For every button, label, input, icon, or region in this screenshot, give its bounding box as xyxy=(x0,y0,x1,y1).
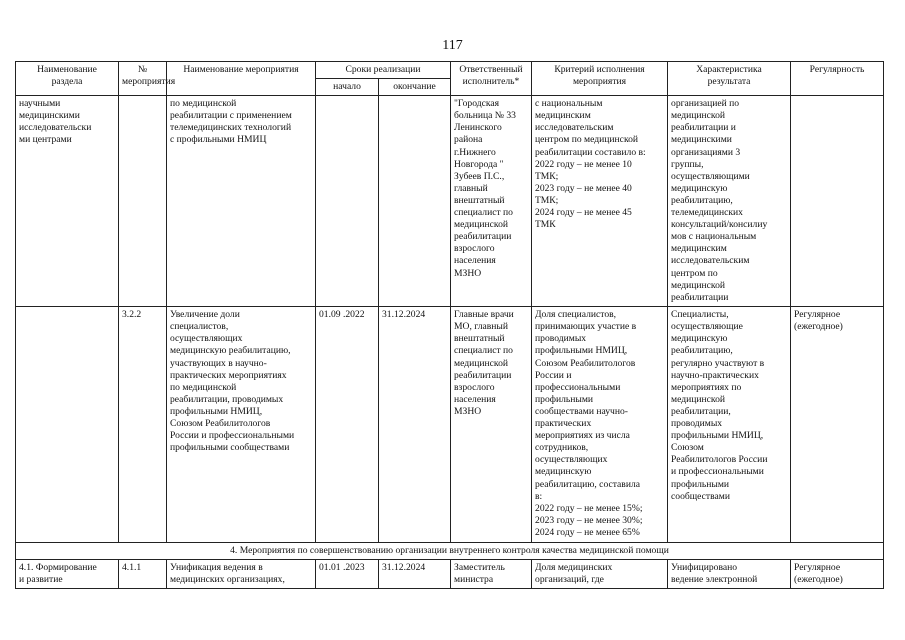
cell-event: Унификация ведения в медицинских организациях, xyxy=(167,560,316,589)
section-title-row xyxy=(16,543,884,560)
cell-section: научными медицинскими исследовательски ми центрами xyxy=(16,96,119,307)
activities-table xyxy=(15,61,884,589)
header-end: окончание xyxy=(379,79,451,96)
cell-number: 3.2.2 xyxy=(119,307,167,543)
cell-number: 4.1.1 xyxy=(119,560,167,589)
cell-regularity: Регулярное (ежегодное) xyxy=(791,560,884,589)
table-row xyxy=(16,307,884,543)
cell-result: организацией по медицинской реабилитации и медицинскими организациями 3 группы, осуществляющими медицинскую реабилитацию, телемедицинских консультаций/консилиу мов с национальным медицинским исследовательским центром по медицинской реабилитации xyxy=(668,96,791,307)
header-row xyxy=(16,62,884,79)
cell-end: 31.12.2024 xyxy=(379,560,451,589)
header-section-name: Наименование раздела xyxy=(16,62,119,96)
header-event-name: Наименование мероприятия xyxy=(167,62,316,96)
cell-responsible: Заместитель министра xyxy=(451,560,532,589)
header-number: № мероприятия xyxy=(119,62,167,96)
cell-start: 01.09 .2022 xyxy=(316,307,379,543)
page-number: 117 xyxy=(442,38,463,53)
cell-regularity: Регулярное (ежегодное) xyxy=(791,307,884,543)
cell-section: 4.1. Формирование и развитие xyxy=(16,560,119,589)
cell-end xyxy=(379,96,451,307)
cell-responsible: Главные врачи МО, главный внештатный специалист по медицинской реабилитации взрослого населения МЗНО xyxy=(451,307,532,543)
header-responsible: Ответственный исполнитель* xyxy=(451,62,532,96)
table-row xyxy=(16,560,884,589)
cell-event: Увеличение доли специалистов, осуществляющих медицинскую реабилитацию, участвующих в научно- практических мероприятиях по медицинской реабилитации, проводимых профильными НМИЦ, Союзом Реабилитологов России и профессиональными профильными сообществами xyxy=(167,307,316,543)
cell-responsible: "Городская больница № 33 Ленинского района г.Нижнего Новгорода " Зубеев П.С., главный внештатный специалист по медицинской реабилитации взрослого населения МЗНО xyxy=(451,96,532,307)
cell-number xyxy=(119,96,167,307)
cell-section xyxy=(16,307,119,543)
header-result: Характеристика результата xyxy=(668,62,791,96)
cell-criterion: Доля медицинских организаций, где xyxy=(532,560,668,589)
header-deadlines: Сроки реализации xyxy=(316,62,451,79)
cell-criterion: Доля специалистов, принимающих участие в проводимых профильными НМИЦ, Союзом Реабилитологов России и профессиональными профильными сообществами научно- практических мероприятиях из числа сотрудников, осуществляющих медицинскую реабилитацию, составила в: 2022 году – не менее 15%; 2023 году – не менее 30%; 2024 году – не менее 65% xyxy=(532,307,668,543)
header-start: начало xyxy=(316,79,379,96)
section-4-title: 4. Мероприятия по совершенствованию организации внутреннего контроля качества медицинской помощи xyxy=(16,543,884,560)
cell-result: Унифицировано ведение электронной xyxy=(668,560,791,589)
cell-result: Специалисты, осуществляющие медицинскую реабилитацию, регулярно участвуют в научно-практических мероприятиях по медицинской реабилитации, проводимых профильными НМИЦ, Союзом Реабилитологов России и профессиональными профильными сообществами xyxy=(668,307,791,543)
header-criterion: Критерий исполнения мероприятия xyxy=(532,62,668,96)
cell-event: по медицинской реабилитации с применением телемедицинских технологий с профильными НМИЦ xyxy=(167,96,316,307)
table-row xyxy=(16,96,884,307)
cell-start: 01.01 .2023 xyxy=(316,560,379,589)
cell-regularity xyxy=(791,96,884,307)
cell-criterion: с национальным медицинским исследовательским центром по медицинской реабилитации составило в: 2022 году – не менее 10 ТМК; 2023 году – не менее 40 ТМК; 2024 году – не менее 45 ТМК xyxy=(532,96,668,307)
cell-start xyxy=(316,96,379,307)
header-regularity: Регулярность xyxy=(791,62,884,96)
cell-end: 31.12.2024 xyxy=(379,307,451,543)
